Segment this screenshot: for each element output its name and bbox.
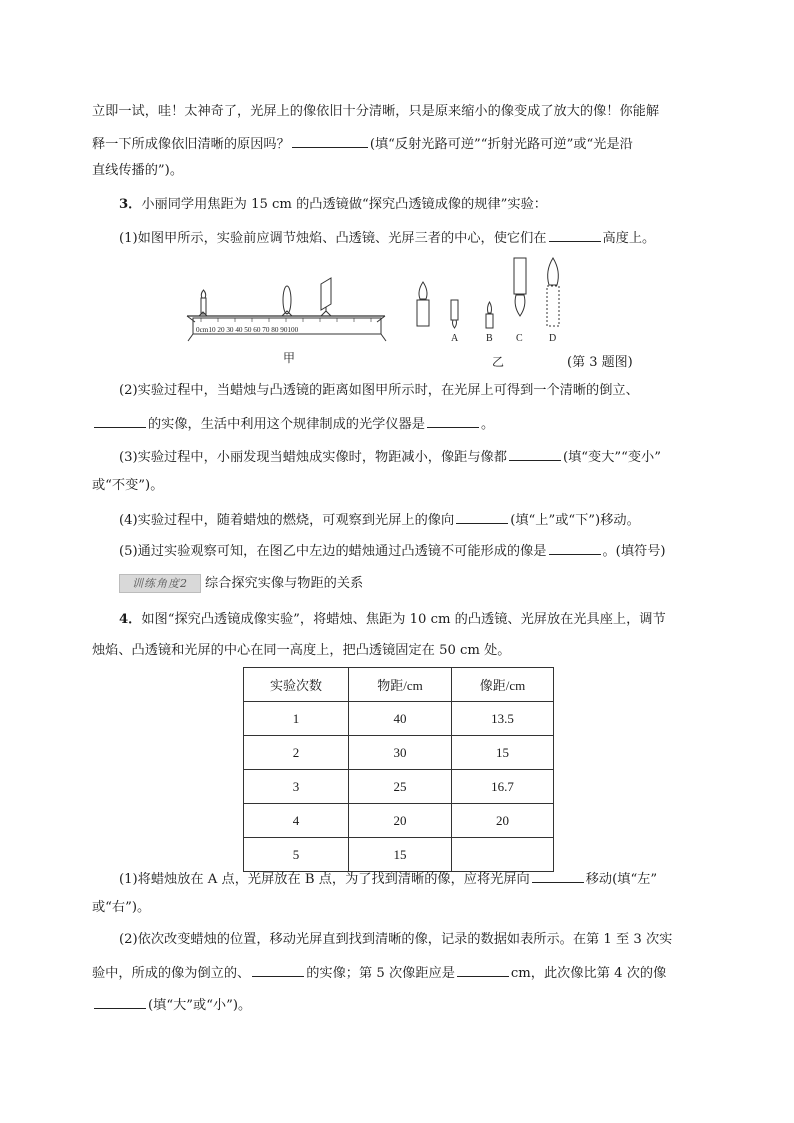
candle-image-b	[486, 302, 493, 344]
q4-part1-line1	[119, 868, 657, 889]
q3-p5b: 。(填符号)	[602, 544, 666, 559]
q4-part1-line2	[92, 899, 150, 917]
label-c: C	[516, 333, 523, 344]
optical-bench	[187, 316, 386, 341]
q3-stem	[119, 196, 547, 214]
q3-p1a: (1)如图甲所示，实验前应调节烛焰、凸透镜、光屏三者的中心，使它们在	[119, 231, 547, 246]
answer-blank-q4-2c[interactable]	[94, 994, 146, 1009]
cell-image-distance: 15	[452, 736, 554, 770]
cell-image-distance: 13.5	[452, 702, 554, 736]
answer-blank-q4-1[interactable]	[532, 868, 584, 883]
q3-p2c: 。	[480, 417, 495, 432]
q3-part2-line1	[119, 382, 639, 400]
cell-object-distance: 30	[349, 736, 452, 770]
q4-p2e: (填“大”或“小”)。	[148, 998, 252, 1013]
table-row	[244, 838, 554, 872]
cell-image-distance: 16.7	[452, 770, 554, 804]
bench-candle	[199, 290, 207, 316]
q3-part1	[119, 227, 655, 248]
table-row	[244, 804, 554, 838]
label-yi: 乙	[492, 355, 505, 369]
section-title: 综合探究实像与物距的关系	[205, 576, 364, 591]
q3-part4	[119, 509, 640, 530]
cell-trial: 5	[244, 838, 349, 872]
q4-p1c: 或“右”)。	[92, 900, 151, 915]
answer-blank-q3-5[interactable]	[549, 540, 601, 555]
intro-text-3: 直线传播的”)。	[92, 163, 184, 178]
q4-stem-a: 如图“探究凸透镜成像实验”，将蜡烛、焦距为 10 cm 的凸透镜、光屏放在光具座上，调节	[141, 612, 666, 627]
q4-stem-line1	[119, 611, 666, 629]
ruler-scale-text: 0cm10 20 30 40 50 60 70 80 90100	[196, 326, 299, 334]
q4-stem-line2	[92, 642, 511, 660]
bench-lens	[282, 286, 292, 316]
candle-image-c	[514, 258, 526, 344]
cell-trial: 1	[244, 702, 349, 736]
table-row	[244, 770, 554, 804]
cell-image-distance[interactable]	[452, 838, 554, 872]
training-angle-badge: 训练角度2	[119, 574, 201, 593]
candle-image-a	[451, 300, 459, 344]
header-trial: 实验次数	[244, 668, 349, 702]
answer-blank-q3-1[interactable]	[549, 227, 601, 242]
cell-trial: 3	[244, 770, 349, 804]
q3-p1b: 高度上。	[602, 231, 656, 246]
q4-stem-b: 烛焰、凸透镜和光屏的中心在同一高度上，把凸透镜固定在 50 cm 处。	[92, 643, 511, 658]
cell-trial: 2	[244, 736, 349, 770]
label-jia: 甲	[283, 351, 296, 365]
q4-p2a: (2)依次改变蜡烛的位置，移动光屏直到找到清晰的像，记录的数据如表所示。在第 1 至 3 次实	[119, 932, 673, 947]
label-a: A	[451, 333, 459, 344]
q4-part2-line2	[92, 962, 666, 983]
candle-image-d	[547, 258, 559, 344]
intro-line-3	[92, 162, 183, 180]
bench-screen	[321, 278, 331, 316]
answer-blank-q3-3[interactable]	[509, 446, 561, 461]
q3-p2a: (2)实验过程中，当蜡烛与凸透镜的距离如图甲所示时，在光屏上可得到一个清晰的倒立、	[119, 383, 639, 398]
q3-p4b: (填“上”或“下”)移动。	[510, 513, 640, 528]
header-image-distance: 像距/cm	[452, 668, 554, 702]
answer-blank-q4-2a[interactable]	[252, 962, 304, 977]
intro-line-1	[92, 103, 659, 121]
q3-stem-text: 小丽同学用焦距为 15 cm 的凸透镜做“探究凸透镜成像的规律”实验：	[141, 197, 547, 212]
header-object-distance: 物距/cm	[349, 668, 452, 702]
cell-object-distance: 15	[349, 838, 452, 872]
q4-p2d: cm，此次像比第 4 次的像	[510, 966, 667, 981]
q3-part5	[119, 540, 666, 561]
candle-source	[417, 282, 429, 326]
intro-text-2b: (填“反射光路可逆”“折射光路可逆”或“光是沿	[369, 137, 633, 152]
q4-p2b: 验中，所成的像为倒立的、	[92, 966, 251, 981]
q4-part2-line3	[92, 994, 251, 1015]
intro-line-2	[92, 133, 633, 154]
q4-p2c: 的实像；第 5 次像距应是	[306, 966, 455, 981]
q4-number: 4．	[119, 612, 142, 627]
intro-text-1: 立即一试，哇！太神奇了，光屏上的像依旧十分清晰，只是原来缩小的像变成了放大的像！你能解	[92, 104, 660, 119]
cell-object-distance: 25	[349, 770, 452, 804]
cell-trial: 4	[244, 804, 349, 838]
q3-part3-line1	[119, 446, 661, 467]
answer-blank-q3-4[interactable]	[456, 509, 508, 524]
q3-part2-line2	[92, 413, 494, 434]
figure-caption: (第 3 题图)	[567, 355, 633, 370]
answer-blank-intro[interactable]	[292, 133, 368, 148]
table-row	[244, 736, 554, 770]
q3-p3b: (填“变大”“变小”	[562, 450, 661, 465]
q3-number: 3．	[119, 197, 142, 212]
q4-p1a: (1)将蜡烛放在 A 点，光屏放在 B 点，为了找到清晰的像，应将光屏向	[119, 872, 530, 887]
answer-blank-q3-2a[interactable]	[94, 413, 146, 428]
q3-p4a: (4)实验过程中，随着蜡烛的燃烧，可观察到光屏上的像向	[119, 513, 455, 528]
answer-blank-q3-2b[interactable]	[427, 413, 479, 428]
q3-p5a: (5)通过实验观察可知，在图乙中左边的蜡烛通过凸透镜不可能形成的像是	[119, 544, 547, 559]
q4-p1b: 移动(填“左”	[585, 872, 658, 887]
cell-object-distance: 20	[349, 804, 452, 838]
q4-part2-line1	[119, 931, 672, 949]
label-d: D	[549, 333, 557, 344]
table-row	[244, 702, 554, 736]
q3-p2b: 的实像，生活中利用这个规律制成的光学仪器是	[148, 417, 425, 432]
cell-object-distance: 40	[349, 702, 452, 736]
table-header-row	[244, 668, 554, 702]
data-table	[243, 667, 554, 872]
label-b: B	[486, 333, 493, 344]
answer-blank-q4-2b[interactable]	[457, 962, 509, 977]
q3-part3-line2	[92, 477, 163, 495]
cell-image-distance: 20	[452, 804, 554, 838]
q3-p3a: (3)实验过程中，小丽发现当蜡烛成实像时，物距减小，像距与像都	[119, 450, 507, 465]
q3-p3c: 或“不变”)。	[92, 478, 164, 493]
intro-text-2a: 释一下所成像依旧清晰的原因吗？	[92, 137, 290, 152]
